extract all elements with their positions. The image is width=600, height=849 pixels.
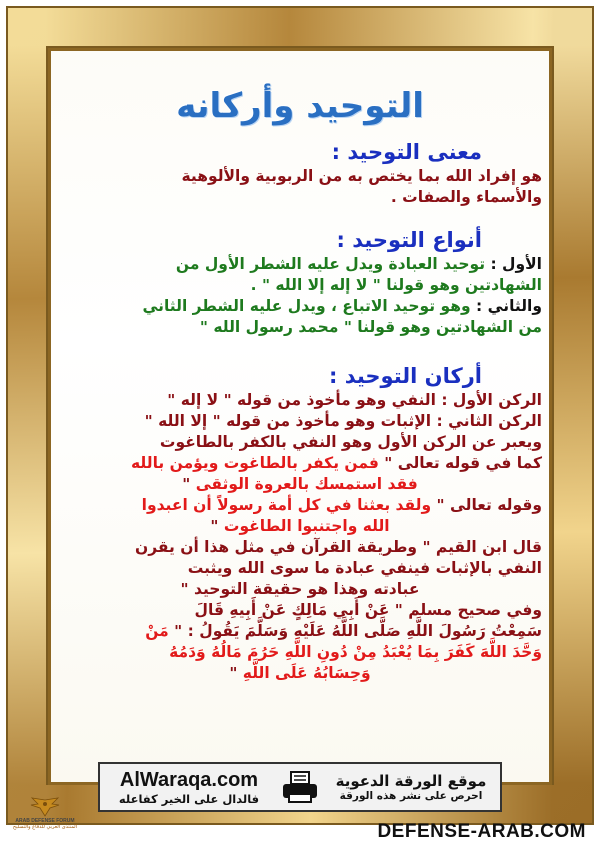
verse-1-part-1: فمن يكفر بالطاغوت ويؤمن بالله xyxy=(131,454,379,472)
type-first-text: توحيد العبادة ويدل عليه الشطر الأول من xyxy=(175,255,486,273)
verse-2-part-2: الله واجتنبوا الطاغوت xyxy=(223,517,390,535)
quote-close-2: " xyxy=(210,517,224,535)
type-first-line-1 xyxy=(58,254,542,275)
section-types xyxy=(58,228,542,338)
hadith-intro: سَمِعْتُ رَسُولَ اللَّهِ صَلَّى اللَّهُ عَلَيْهِ وَسَلَّمَ يَقُولُ : " xyxy=(168,622,542,640)
quote-close-3: " xyxy=(229,664,243,682)
banner-left xyxy=(100,769,278,806)
meaning-line-2: والأسماء والصفات . xyxy=(390,188,542,206)
type-second-prefix: والثاني : xyxy=(470,297,542,315)
verse-1-part-2: فقد استمسك بالعروة الوثقى xyxy=(195,475,418,493)
pillar-line-6-text: وقوله تعالى " xyxy=(431,496,542,514)
logo-label-en: ARAB DEFENSE FORUM xyxy=(15,818,75,824)
banner-right xyxy=(322,772,500,802)
pillar-line-6 xyxy=(58,495,542,516)
pillar-line-4-text: كما في قوله تعالى " xyxy=(378,454,542,472)
hadith-part-3: وَحِسَابُهُ عَلَى اللَّهِ xyxy=(242,664,371,682)
pillar-line-1: الركن الأول : النفي وهو مأخوذ من قوله " لا إله " xyxy=(167,391,542,409)
pillar-line-5 xyxy=(58,474,542,495)
document-body xyxy=(58,78,542,684)
section-heading-meaning: معنى التوحيد : xyxy=(331,140,482,164)
meaning-line-1: هو إفراد الله بما يختص به من الربوبية والألوهية xyxy=(181,167,542,185)
banner-brand: موقع الورقة الدعوية xyxy=(335,772,487,790)
footer-banner xyxy=(98,762,502,812)
pillar-line-4 xyxy=(58,453,542,474)
pillar-line-14 xyxy=(58,663,542,684)
quote-close-1: " xyxy=(182,475,196,493)
type-first-line-2: الشهادتين وهو قولنا " لا إله إلا الله " . xyxy=(250,276,542,294)
pillar-line-12 xyxy=(58,621,542,642)
section-pillars xyxy=(58,364,542,684)
pillar-line-7 xyxy=(58,516,542,537)
section-meaning xyxy=(58,140,542,208)
logo-label-ar: المنتدى العربي للدفاع والتسليح xyxy=(12,824,78,830)
site-name[interactable]: AlWaraqa.com xyxy=(119,768,259,791)
pillar-line-11: وفي صحيح مسلم " عَنْ أَبِي مَالِكٍ عَنْ أَبِيهِ قَالَ xyxy=(194,601,542,619)
pillar-line-3: ويعبر عن الركن الأول وهو النفي بالكفر بالطاغوت xyxy=(159,433,542,451)
watermark: DEFENSE-ARAB.COM xyxy=(377,821,586,842)
section-heading-types: أنواع التوحيد : xyxy=(336,228,482,252)
type-second-line-1 xyxy=(58,296,542,317)
hadith-part-1: مَنْ xyxy=(145,622,169,640)
banner-slogan-left: فالدال على الخير كفاعله xyxy=(118,791,260,806)
verse-2-part-1: ولقد بعثنا في كل أمة رسولاً أن اعبدوا xyxy=(141,496,432,514)
pillar-line-9: النفي بالإثبات فينفي عبادة ما سوى الله ويثبت xyxy=(187,559,542,577)
type-second-line-2: من الشهادتين وهو قولنا " محمد رسول الله " xyxy=(199,318,542,336)
pillar-line-2: الركن الثاني : الإثبات وهو مأخوذ من قوله " إلا الله " xyxy=(144,412,542,430)
section-heading-pillars: أركان التوحيد : xyxy=(329,364,482,388)
page-title: التوحيد وأركانه xyxy=(176,86,424,126)
banner-slogan-right: احرص على نشر هذه الورقة xyxy=(339,790,483,802)
pillar-line-8: قال ابن القيم " وطريقة القرآن في مثل هذا أن يقرن xyxy=(134,538,542,556)
pillar-line-10: عبادته وهذا هو حقيقة التوحيد " xyxy=(180,580,420,598)
type-second-text: وهو توحيد الاتباع ، ويدل عليه الشطر الثاني xyxy=(142,297,471,315)
forum-logo xyxy=(2,796,88,844)
pillar-line-13: وَحَّدَ اللَّهَ كَفَرَ بِمَا يُعْبَدُ مِنْ دُونِ اللَّهِ حَرُمَ مَالُهُ وَدَمُهُ xyxy=(169,643,542,661)
printer-icon xyxy=(278,767,322,807)
type-first-prefix: الأول : xyxy=(485,255,542,273)
eagle-emblem-icon xyxy=(30,796,60,818)
